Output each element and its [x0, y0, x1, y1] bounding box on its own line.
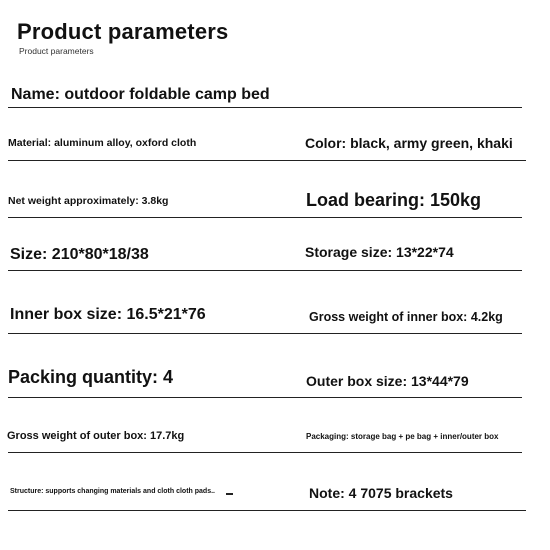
- color-value: Color: black, army green, khaki: [305, 135, 513, 151]
- page-subtitle: Product parameters: [19, 46, 94, 56]
- product-name: Name: outdoor foldable camp bed: [11, 86, 270, 103]
- divider-name: [8, 107, 522, 108]
- divider-row-2: [8, 217, 522, 218]
- outer-box-gross-weight-value: Gross weight of outer box: 17.7kg: [7, 430, 185, 442]
- inner-box-size-value: Inner box size: 16.5*21*76: [10, 306, 206, 323]
- divider-row-5: [8, 397, 522, 398]
- packaging-value: Packaging: storage bag + pe bag + inner/outer box: [306, 432, 499, 441]
- storage-size-value: Storage size: 13*22*74: [305, 244, 454, 260]
- structure-value: Structure: supports changing materials and cloth cloth pads..: [10, 488, 215, 495]
- size-value: Size: 210*80*18/38: [10, 246, 149, 263]
- divider-row-7: [8, 510, 526, 511]
- load-bearing-value: Load bearing: 150kg: [306, 190, 482, 210]
- material-value: Material: aluminum alloy, oxford cloth: [8, 137, 197, 149]
- inner-box-gross-weight-value: Gross weight of inner box: 4.2kg: [309, 310, 503, 324]
- divider-row-6: [8, 452, 522, 453]
- packing-quantity-value: Packing quantity: 4: [8, 367, 174, 387]
- divider-row-4: [8, 333, 522, 334]
- outer-box-size-value: Outer box size: 13*44*79: [306, 373, 469, 389]
- note-value: Note: 4 7075 brackets: [309, 485, 453, 501]
- divider-row-1: [8, 160, 526, 161]
- page-title: Product parameters: [17, 19, 229, 44]
- dash-mark: [226, 493, 233, 495]
- net-weight-value: Net weight approximately: 3.8kg: [8, 195, 169, 207]
- divider-row-3: [8, 270, 522, 271]
